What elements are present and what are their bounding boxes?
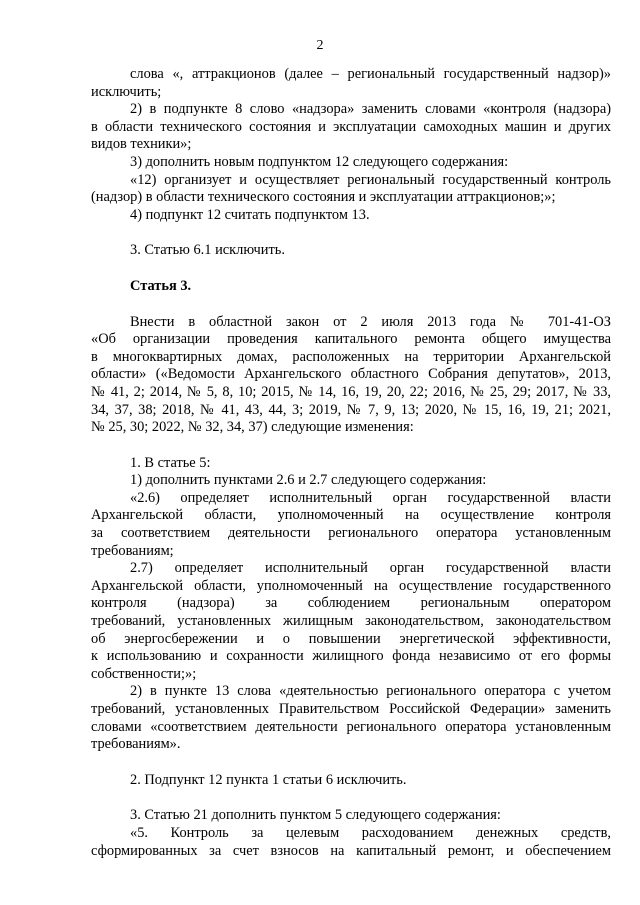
text-line: исключить;: [91, 83, 162, 100]
paragraph: [91, 207, 611, 225]
text-line: требований, установленных Правительством Российской Федерации» заменить: [91, 701, 611, 717]
text-line: области» («Ведомости Архангельского областного Собрания депутатов», 2013,: [91, 366, 611, 383]
text-line: 1. В статье 5:: [130, 454, 211, 471]
paragraph: [91, 66, 611, 101]
text-line: № 25, 30; 2022, № 32, 34, 37) следующие изменения:: [91, 419, 414, 436]
text-line: 1) дополнить пунктами 2.6 и 2.7 следующего содержания:: [130, 472, 487, 489]
text-line: Статья 3.: [130, 277, 192, 294]
text-line: «12) организует и осуществляет региональный государственный контроль: [130, 171, 611, 188]
text-line: «5. Контроль за целевым расходованием денежных средств,: [130, 824, 611, 841]
text-line: 2) в пункте 13 слова «деятельностью регионального оператора с учетом: [130, 683, 611, 700]
paragraph: [91, 455, 611, 473]
paragraph: [91, 242, 611, 260]
text-line: сформированных за счет взносов на капитальный ремонт, и обеспечением: [91, 842, 611, 859]
text-line: «Об организации проведения капитального ремонта общего имущества: [91, 331, 611, 348]
text-line: собственности;»;: [91, 665, 197, 682]
text-line: (надзор) в области технического состояния и эксплуатации аттракционов;»;: [91, 189, 556, 206]
paragraph: [91, 772, 611, 790]
text-line: 2) в подпункте 8 слово «надзора» заменить словами «контроля (надзора): [130, 101, 611, 118]
paragraph-gap: [91, 754, 611, 772]
text-line: к использованию и сохранности жилищного фонда независимо от его формы: [91, 648, 611, 665]
text-line: 3. Статью 21 дополнить пунктом 5 следующего содержания:: [130, 807, 501, 824]
text-line: за соответствием деятельности регионального оператора установленным: [91, 525, 611, 542]
text-line: в многоквартирных домах, расположенных на территории Архангельской: [91, 348, 611, 365]
text-line: об энергосбережении и о повышении энергетической эффективности,: [91, 630, 611, 647]
text-line: требованиям;: [91, 542, 174, 559]
paragraph: [91, 490, 611, 560]
text-line: в области технического состояния и эксплуатации самоходных машин и других: [91, 118, 611, 135]
paragraph-gap: [91, 789, 611, 807]
text-line: Архангельской области, уполномоченный на осуществление государственного: [91, 577, 611, 594]
text-line: «2.6) определяет исполнительный орган государственной власти: [130, 489, 611, 506]
text-line: Архангельской области, уполномоченный на осуществление контроля: [91, 507, 611, 524]
text-line: требований, установленных жилищным законодательством, законодательством: [91, 613, 611, 630]
paragraph: [91, 825, 611, 860]
paragraph: [91, 101, 611, 154]
text-line: требованиям».: [91, 736, 181, 753]
text-line: слова «, аттракционов (далее – региональный государственный надзор)»: [130, 66, 611, 82]
text-line: 4) подпункт 12 считать подпунктом 13.: [130, 206, 370, 223]
paragraph: [91, 314, 611, 437]
text-line: контроля (надзора) за соблюдением региональным оператором: [91, 595, 611, 612]
paragraph-gap: [91, 224, 611, 242]
page-number: 2: [316, 38, 324, 53]
paragraph-gap: [91, 296, 611, 314]
paragraph: [91, 154, 611, 172]
paragraph: [91, 472, 611, 490]
text-line: видов техники»;: [91, 136, 192, 153]
paragraph-gap: [91, 260, 611, 278]
document-body: [91, 66, 611, 860]
text-line: 3) дополнить новым подпунктом 12 следующего содержания:: [130, 153, 509, 170]
text-line: № 41, 2; 2014, № 5, 8, 10; 2015, № 14, 16, 19, 20, 22; 2016, № 25, 29; 2017, № 33,: [91, 383, 611, 400]
paragraph: [91, 172, 611, 207]
paragraph-gap: [91, 437, 611, 455]
text-line: 2.7) определяет исполнительный орган государственной власти: [130, 560, 611, 577]
paragraph: [91, 560, 611, 683]
text-line: Внести в областной закон от 2 июля 2013 года № 701-41-ОЗ: [130, 313, 611, 330]
text-line: 3. Статью 6.1 исключить.: [130, 242, 285, 259]
text-line: словами «соответствием деятельности регионального оператора установленным: [91, 718, 611, 735]
paragraph: [91, 683, 611, 753]
text-line: 34, 37, 38; 2018, № 41, 43, 44, 3; 2019, № 7, 9, 13; 2020, № 15, 16, 19, 21; 2021,: [91, 401, 611, 418]
text-line: 2. Подпункт 12 пункта 1 статьи 6 исключить.: [130, 771, 407, 788]
paragraph: [91, 807, 611, 825]
article-heading: [91, 278, 611, 296]
